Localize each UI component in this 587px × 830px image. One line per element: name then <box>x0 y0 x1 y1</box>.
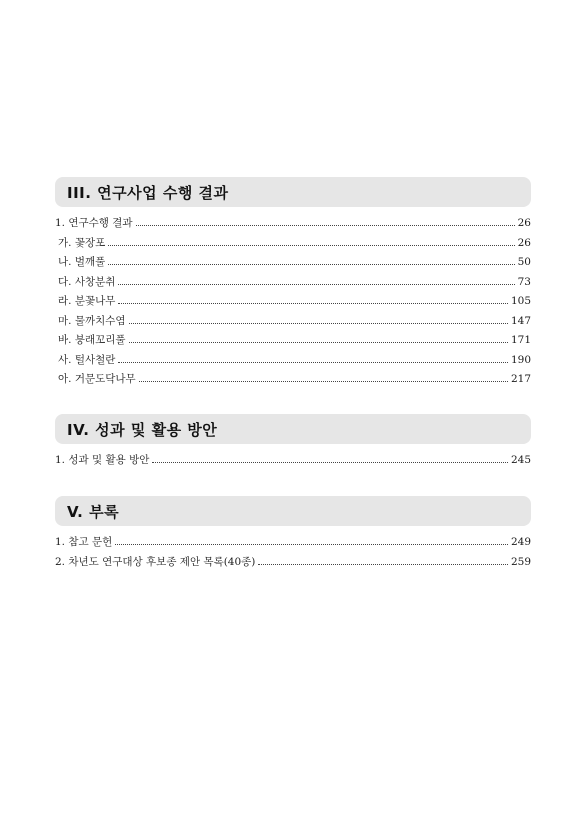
toc-section-appendix <box>55 496 531 572</box>
toc-entry-page: 217 <box>510 373 531 385</box>
toc-entry-page: 171 <box>510 334 531 346</box>
toc-entry[interactable] <box>55 292 531 312</box>
toc-entry[interactable] <box>55 312 531 332</box>
toc-entry[interactable] <box>55 331 531 351</box>
dot-leader <box>108 264 514 265</box>
dot-leader <box>118 362 508 363</box>
toc-entry-label: 아. 거문도닥나무 <box>58 373 136 385</box>
toc-entry[interactable] <box>55 351 531 371</box>
toc-entry-label: 1. 참고 문헌 <box>55 536 113 548</box>
dot-leader <box>129 323 508 324</box>
toc-entry-label: 다. 사창분취 <box>58 275 116 288</box>
toc-entry-label: 가. 꽃장포 <box>58 236 106 249</box>
toc-entry[interactable] <box>55 370 531 390</box>
toc-entry[interactable] <box>55 451 531 471</box>
toc-entry-page: 26 <box>517 217 531 229</box>
toc-entry-page: 245 <box>510 454 531 466</box>
toc-entry-page: 73 <box>517 275 531 288</box>
dot-leader <box>118 303 508 304</box>
toc-entry-label: 나. 벌깨풀 <box>58 256 106 268</box>
section-heading: IV. 성과 및 활용 방안 <box>55 414 531 444</box>
toc-entry-label: 2. 차년도 연구대상 후보종 제안 목록(40종) <box>55 555 256 568</box>
toc-entry-label: 1. 연구수행 결과 <box>55 217 133 229</box>
dot-leader <box>129 342 508 343</box>
section-heading: V. 부록 <box>55 496 531 526</box>
toc-entries <box>55 451 531 471</box>
toc-entry-label: 바. 붕래꼬리풀 <box>58 334 126 346</box>
section-heading: III. 연구사업 수행 결과 <box>55 177 531 207</box>
toc-section-outcomes <box>55 414 531 471</box>
toc-entry-page: 147 <box>510 314 531 327</box>
dot-leader <box>258 564 508 565</box>
toc-entry-page: 105 <box>510 295 531 307</box>
dot-leader <box>152 462 508 463</box>
toc-entry-page: 26 <box>517 236 531 249</box>
dot-leader <box>139 381 508 382</box>
toc-entry-label: 마. 물까치수염 <box>58 314 126 327</box>
dot-leader <box>115 544 508 545</box>
toc-entry-page: 190 <box>510 353 531 366</box>
toc-entry-page: 259 <box>510 555 531 568</box>
toc-entry-label: 라. 분꽃나무 <box>58 295 116 307</box>
toc-entry[interactable] <box>55 553 531 573</box>
dot-leader <box>118 284 514 285</box>
toc-entry[interactable] <box>55 234 531 254</box>
toc-section-results <box>55 177 531 390</box>
toc-entry-label: 사. 털사철란 <box>58 353 116 366</box>
toc-entry-label: 1. 성과 및 활용 방안 <box>55 454 150 466</box>
toc-entries <box>55 533 531 572</box>
dot-leader <box>108 245 514 246</box>
toc-entries <box>55 214 531 390</box>
toc-entry-page: 249 <box>510 536 531 548</box>
toc-entry[interactable] <box>55 273 531 293</box>
toc-entry[interactable] <box>55 214 531 234</box>
dot-leader <box>136 225 515 226</box>
toc-entry[interactable] <box>55 253 531 273</box>
toc-entry[interactable] <box>55 533 531 553</box>
toc-entry-page: 50 <box>517 256 531 268</box>
